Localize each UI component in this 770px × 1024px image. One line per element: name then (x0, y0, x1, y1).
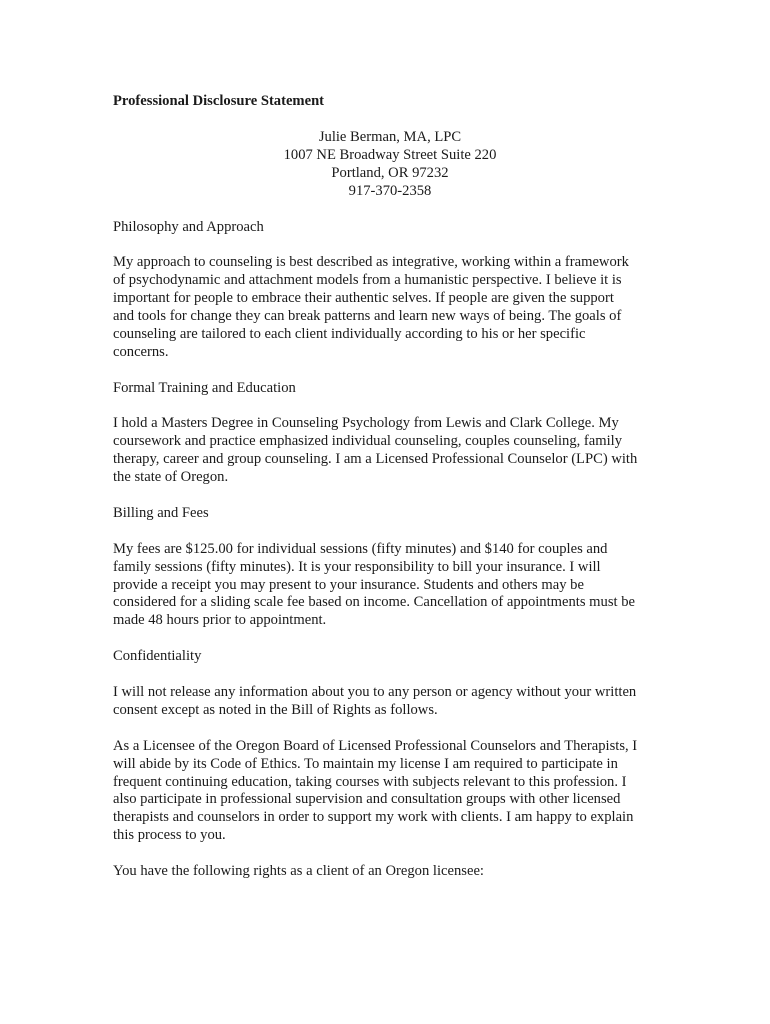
section-paragraph (113, 254, 663, 361)
paragraph-line: I hold a Masters Degree in Counseling Psychology from Lewis and Clark College. My (113, 415, 619, 432)
paragraph-line: considered for a sliding scale fee based on income. Cancellation of appointments must be (113, 594, 635, 611)
section-paragraph (113, 738, 663, 845)
document-title: Professional Disclosure Statement (113, 93, 325, 109)
paragraph-line: also participate in professional supervision and consultation groups with other licensed (113, 791, 621, 808)
document-page (113, 93, 663, 899)
paragraph-line: important for people to embrace their authentic selves. If people are given the support (113, 290, 614, 307)
paragraph-line: You have the following rights as a client of an Oregon licensee: (113, 863, 484, 880)
paragraph-line: I will not release any information about you to any person or agency without your written (113, 683, 637, 700)
paragraph-line: family sessions (fifty minutes). It is your responsibility to bill your insurance. I will (113, 558, 601, 575)
section-paragraph (113, 863, 663, 881)
paragraph-line: My approach to counseling is best described as integrative, working within a framework (113, 254, 629, 271)
contact-block (113, 129, 663, 201)
paragraph-line: and tools for change they can break patterns and learn new ways of being. The goals of (113, 308, 622, 325)
paragraph-line: provide a receipt you may present to your insurance. Students and others may be (113, 576, 584, 593)
paragraph-line: counseling are tailored to each client individually according to his or her specific (113, 325, 586, 342)
paragraph-line: of psychodynamic and attachment models from a humanistic perspective. I believe it is (113, 272, 622, 289)
paragraph-line: therapy, career and group counseling. I am a Licensed Professional Counselor (LPC) with (113, 451, 638, 468)
paragraph-line: frequent continuing education, taking courses with subjects relevant to this profession. I (113, 773, 627, 790)
paragraph-line: the state of Oregon. (113, 469, 229, 486)
paragraph-line: As a Licensee of the Oregon Board of Licensed Professional Counselors and Therapists, I (113, 737, 638, 754)
paragraph-line: concerns. (113, 343, 169, 360)
section-paragraph (113, 684, 663, 720)
paragraph-line: made 48 hours prior to appointment. (113, 612, 327, 629)
document-sections (113, 219, 663, 881)
section-paragraph (113, 541, 663, 631)
section-heading: Confidentiality (113, 648, 202, 665)
paragraph-line: will abide by its Code of Ethics. To maintain my license I am required to participate in (113, 755, 618, 772)
section-heading: Formal Training and Education (113, 379, 296, 396)
section-paragraph (113, 415, 663, 487)
paragraph-line: consent except as noted in the Bill of Rights as follows. (113, 701, 438, 718)
contact-name: Julie Berman, MA, LPC (318, 128, 462, 145)
contact-phone: 917-370-2358 (348, 182, 432, 199)
paragraph-line: coursework and practice emphasized individual counseling, couples counseling, family (113, 433, 623, 450)
paragraph-line: this process to you. (113, 827, 226, 844)
contact-address-line1: 1007 NE Broadway Street Suite 220 (283, 146, 497, 163)
section-heading: Philosophy and Approach (113, 218, 264, 235)
section-heading: Billing and Fees (113, 504, 209, 521)
contact-address-line2: Portland, OR 97232 (331, 164, 449, 181)
paragraph-line: therapists and counselors in order to support my work with clients. I am happy to explain (113, 809, 634, 826)
paragraph-line: My fees are $125.00 for individual sessions (fifty minutes) and $140 for couples and (113, 540, 608, 557)
